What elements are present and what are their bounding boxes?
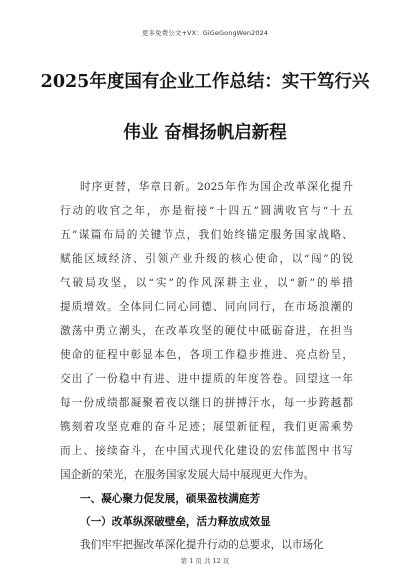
title-line-1: 2025年度国有企业工作总结：实干笃行兴	[40, 72, 370, 92]
paragraph-line: 赋能区域经济、引领产业升级的核心使命，以“闯”的锐	[60, 253, 353, 265]
paragraph-line: 我们牢牢把握改革深化提升行动的总要求，以市场化	[80, 539, 324, 551]
header-note: 更多免费公文+VX：GiGeGongWen2024	[141, 29, 269, 37]
paragraph-line: 镌刻着攻坚克难的奋斗足迹；展望新征程，我们更需乘势	[60, 421, 353, 433]
paragraph-line: 国企新的荣光，在服务国家发展大局中展现更大作为。	[60, 469, 315, 481]
subsection-heading: （一）改革纵深破壁垒，活力释放成效显	[80, 516, 271, 528]
page-footer: 第 1 页 共 12 页	[180, 557, 230, 565]
title-line-2: 伟业 奋楫扬帆启新程	[123, 123, 287, 143]
paragraph-line: 使命的征程中彰显本色，各项工作稳步推进、亮点纷呈，	[60, 349, 353, 361]
paragraph-line: 时序更替，华章日新。2025年作为国企改革深化提升	[80, 181, 353, 193]
paragraph-line: 交出了一份稳中有进、进中提质的年度答卷。回望这一年	[60, 373, 353, 385]
paragraph-line: 提质增效。全体同仁同心同德、同向同行，在市场浪潮的	[60, 301, 353, 313]
paragraph-line: 行动的收官之年，亦是衔接“十四五”圆满收官与“十五	[60, 205, 353, 217]
section-heading: 一、凝心聚力促发展，硕果盈枝满庭芳	[80, 493, 261, 505]
paragraph-line: 每一份成绩都凝聚着夜以继日的拼搏汗水，每一步跨越都	[60, 397, 353, 409]
paragraph-line: 激荡中勇立潮头，在改革攻坚的硬仗中砥砺奋进，在担当	[60, 325, 353, 337]
paragraph-line: 气破局攻坚，以“实”的作风深耕主业，以“新”的举措	[60, 277, 353, 289]
paragraph-line: 而上、接续奋斗，在中国式现代化建设的宏伟蓝图中书写	[60, 445, 353, 457]
paragraph-line: 五”谋篇布局的关键节点，我们始终锚定服务国家战略、	[60, 229, 353, 241]
